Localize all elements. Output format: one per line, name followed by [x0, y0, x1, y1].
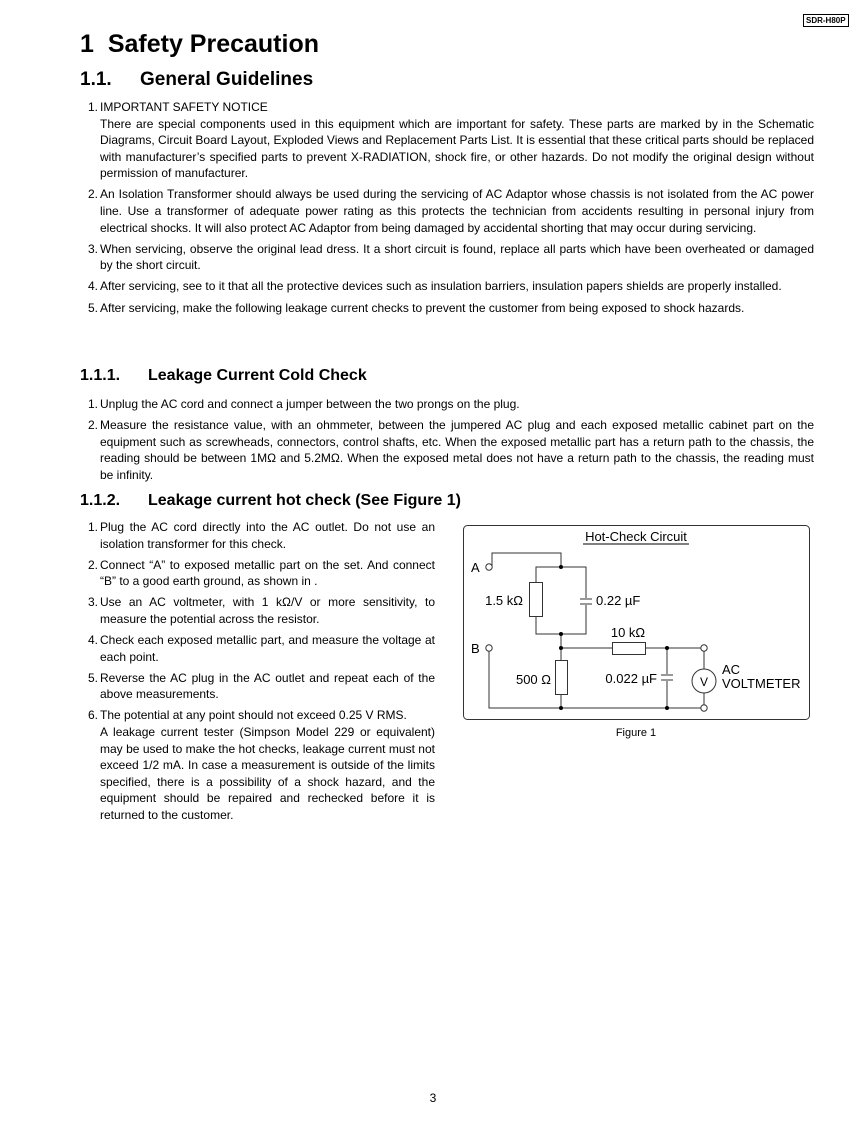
meter-label-ac: AC: [722, 662, 741, 677]
resistor-500: [556, 661, 568, 695]
node: [559, 706, 563, 710]
item-text: Connect “A” to exposed metallic part on the set. And connect “B” to a good earth ground, as shown in .: [100, 557, 435, 589]
item-number: 6.: [88, 708, 99, 723]
wire-a: [492, 553, 561, 567]
item-number: 4.: [88, 633, 99, 648]
r2-label: 10 kΩ: [610, 625, 646, 640]
meter-terminal-bottom: [701, 705, 707, 711]
item-extra: A leakage current tester (Simpson Model 229 or equivalent) may be used to make the hot checks, leakage current must not exceed 1/2 mA. In case a measurement is outside of the limits specified, there is a possibility of a shock hazard, and the equipment should be repaired and rechecked before it is returned to the customer.: [100, 725, 435, 822]
item-text: Unplug the AC cord and connect a jumper between the two prongs on the plug.: [100, 397, 520, 411]
page-number: 3: [429, 1091, 437, 1105]
item-text: The potential at any point should not exceed 0.25 V RMS.: [100, 708, 407, 723]
item-number: 3.: [88, 241, 99, 256]
meter-symbol: V: [699, 675, 709, 689]
item-number: 4.: [88, 279, 99, 294]
page-title: 1 Safety Precaution: [80, 30, 319, 58]
item-text: When servicing, observe the original lead dress. It a short circuit is found, replace all parts which have been overheated or damaged by the short circuit.: [100, 241, 814, 273]
model-number: SDR-H80P: [803, 14, 849, 27]
item-number: 1.: [88, 520, 99, 534]
node: [559, 632, 563, 636]
item-text: Check each exposed metallic part, and measure the voltage at each point.: [100, 633, 435, 664]
item-number: 2.: [88, 187, 99, 202]
c2-label: 0.022 µF: [605, 671, 657, 686]
node: [559, 646, 563, 650]
item-text: There are special components used in this equipment which are important for safety. These parts are marked by in the Schematic Diagrams, Circuit Board Layout, Exploded Views and Replacement Parts List. It is essential that these critical parts should be replaced with manufacturer’s specified parts to prevent X-RADIATION, shock fire, or other hazards. Do not modify the original design without permission of manufacturer.: [100, 116, 814, 181]
section-heading-cold-check: 1.1.1. Leakage Current Cold Check: [80, 367, 367, 384]
item-number: 2.: [88, 418, 99, 433]
item-number: 5.: [88, 670, 99, 685]
terminal-b-label: B: [471, 641, 480, 656]
parallel-branch: [536, 567, 586, 634]
meter-terminal-top: [701, 645, 707, 651]
node: [665, 646, 669, 650]
terminal-b: [486, 645, 492, 651]
figure-caption: Figure 1: [615, 727, 657, 739]
node: [559, 565, 563, 569]
resistor-10k: [613, 643, 646, 655]
node: [665, 706, 669, 710]
item-title: IMPORTANT SAFETY NOTICE: [100, 100, 268, 114]
item-text: Reverse the AC plug in the AC outlet and repeat each of the above measurements.: [100, 670, 435, 702]
item-number: 3.: [88, 595, 99, 610]
c1-label: 0.22 µF: [596, 593, 641, 608]
terminal-a: [486, 564, 492, 570]
meter-label-voltmeter: VOLTMETER: [722, 676, 801, 691]
item-text: Plug the AC cord directly into the AC outlet. Do not use an isolation transformer for this check.: [100, 520, 435, 551]
figure-title: Hot-Check Circuit: [585, 529, 687, 544]
item-text: Measure the resistance value, with an ohmmeter, between the jumpered AC plug and each exposed metallic cabinet part on the equipment such as screwheads, connectors, control shafts, etc. When the exposed metallic part has a return path to the chassis, the reading should be between 1MΩ and 5.2MΩ. When the exposed metal does not have a return path to the chassis, the reading must be infinity.: [100, 418, 814, 482]
section-heading-hot-check: 1.1.2. Leakage current hot check (See Figure 1): [80, 492, 461, 509]
item-number: 1.: [88, 397, 99, 411]
r3-label: 500 Ω: [515, 672, 551, 687]
item-number: 1.: [88, 100, 99, 114]
r1-label: 1.5 kΩ: [485, 593, 523, 608]
item-text: An Isolation Transformer should always be used during the servicing of AC Adaptor whose chassis is not isolated from the AC power line. Use a transformer of adequate power rating as this protects the technician from accidents resulting in personal injury from electrical shocks. It will also protect AC Adaptor from being damaged by accidental shorting that may occur during servicing.: [100, 187, 814, 235]
section-heading-general-guidelines: 1.1. General Guidelines: [80, 69, 314, 90]
terminal-a-label: A: [471, 560, 480, 575]
item-text: After servicing, see to it that all the protective devices such as insulation barriers, insulation papers shields are properly installed.: [100, 279, 782, 294]
resistor-1-5k: [530, 583, 543, 617]
item-number: 5.: [88, 300, 99, 315]
item-text: After servicing, make the following leakage current checks to prevent the customer from being exposed to shock hazards.: [100, 300, 745, 315]
item-text: Use an AC voltmeter, with 1 kΩ/V or more sensitivity, to measure the potential across the resistor.: [100, 595, 435, 626]
item-number: 2.: [88, 557, 99, 572]
